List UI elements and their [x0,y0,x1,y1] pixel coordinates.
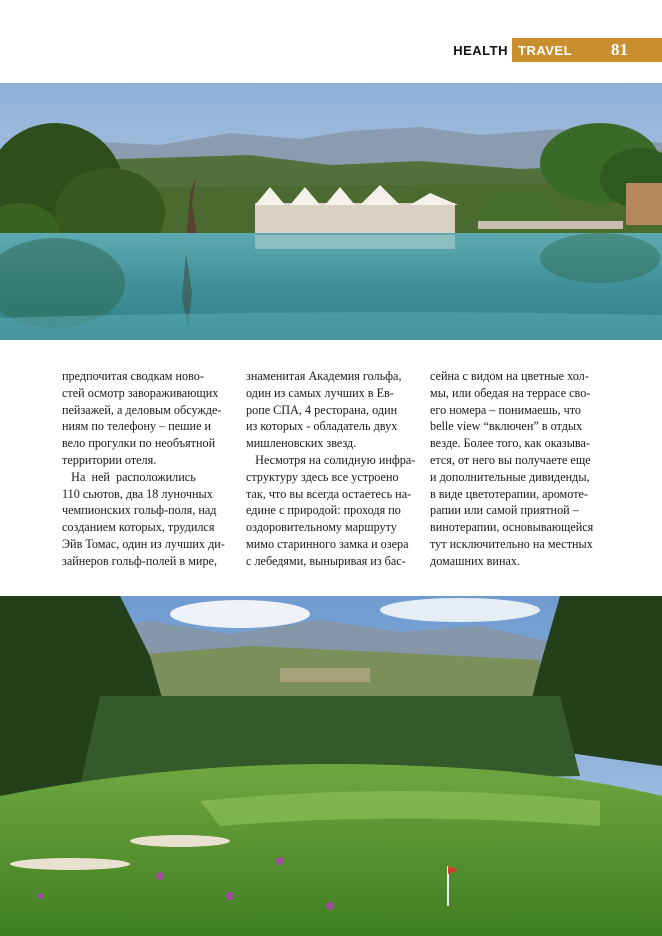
text-line: мы, или обедая на террасе сво- [430,385,591,400]
text-line: Эйв Томас, один из лучших ди- [62,536,225,551]
text-line: знаменитая Академия гольфа, [246,369,402,383]
text-line: ропе СПА, 4 ресторана, один [246,402,398,417]
text-line: ниям по телефону – пешие и [62,419,212,434]
text-line: ется, от него вы получаете еще [430,452,591,467]
text-column-1 [62,368,230,570]
page-number: 81 [611,40,628,59]
page-header [453,38,662,62]
text-line: зайнеров гольф-полей в мире, [62,553,217,568]
text-line: оздоровительному маршруту [246,520,397,535]
section-label-travel: TRAVEL [518,42,573,58]
text-line: с лебедями, выныривая из бас- [246,553,406,568]
text-line: сейна с видом на цветные хол- [430,369,589,383]
text-line: территории отеля. [62,452,157,467]
text-line: рапии или самой приятной – [430,503,579,518]
pool-photo [0,83,662,340]
text-line: belle view “включен” в отдых [430,419,583,434]
text-column-2 [246,368,416,570]
text-line: стей осмотр завораживающих [62,385,219,400]
text-column-3 [430,368,602,570]
text-line: его номера – понимаешь, что [430,402,581,417]
text-line: в виде цветотерапии, аромоте- [430,486,588,501]
text-line: структуру здесь все устроено [246,469,399,484]
text-line: мишленовских звезд. [246,436,357,451]
text-line: один из самых лучших в Ев- [246,385,394,400]
text-line: так, что вы всегда остаетесь на- [246,486,412,501]
text-line: тут исключительно на местных [430,536,593,551]
text-line: пейзажей, а деловым обсужде- [62,402,222,417]
text-line: домашних винах. [430,553,521,568]
text-line: везде. Более того, как оказыва- [430,436,590,451]
text-line: и дополнительные дивиденды, [430,469,590,484]
text-line: созданием которых, трудился [62,520,215,535]
section-band [512,38,662,62]
golf-course-photo [0,596,662,936]
text-line: предпочитая сводкам ново- [62,369,204,383]
text-line: мимо старинного замка и озера [246,536,409,551]
text-line: вело прогулки по необъятной [62,436,216,451]
text-line: винотерапии, основывающейся [430,520,594,535]
text-line: из которых - обладатель двух [246,419,398,434]
text-line: 110 сьютов, два 18 луночных [62,486,213,501]
text-line: На ней расположились [62,469,196,484]
section-label-health: HEALTH [453,42,508,58]
text-line: едине с природой: проходя по [246,503,401,518]
text-line: Несмотря на солидную инфра- [246,452,416,467]
text-line: чемпионских гольф-поля, над [62,503,217,518]
